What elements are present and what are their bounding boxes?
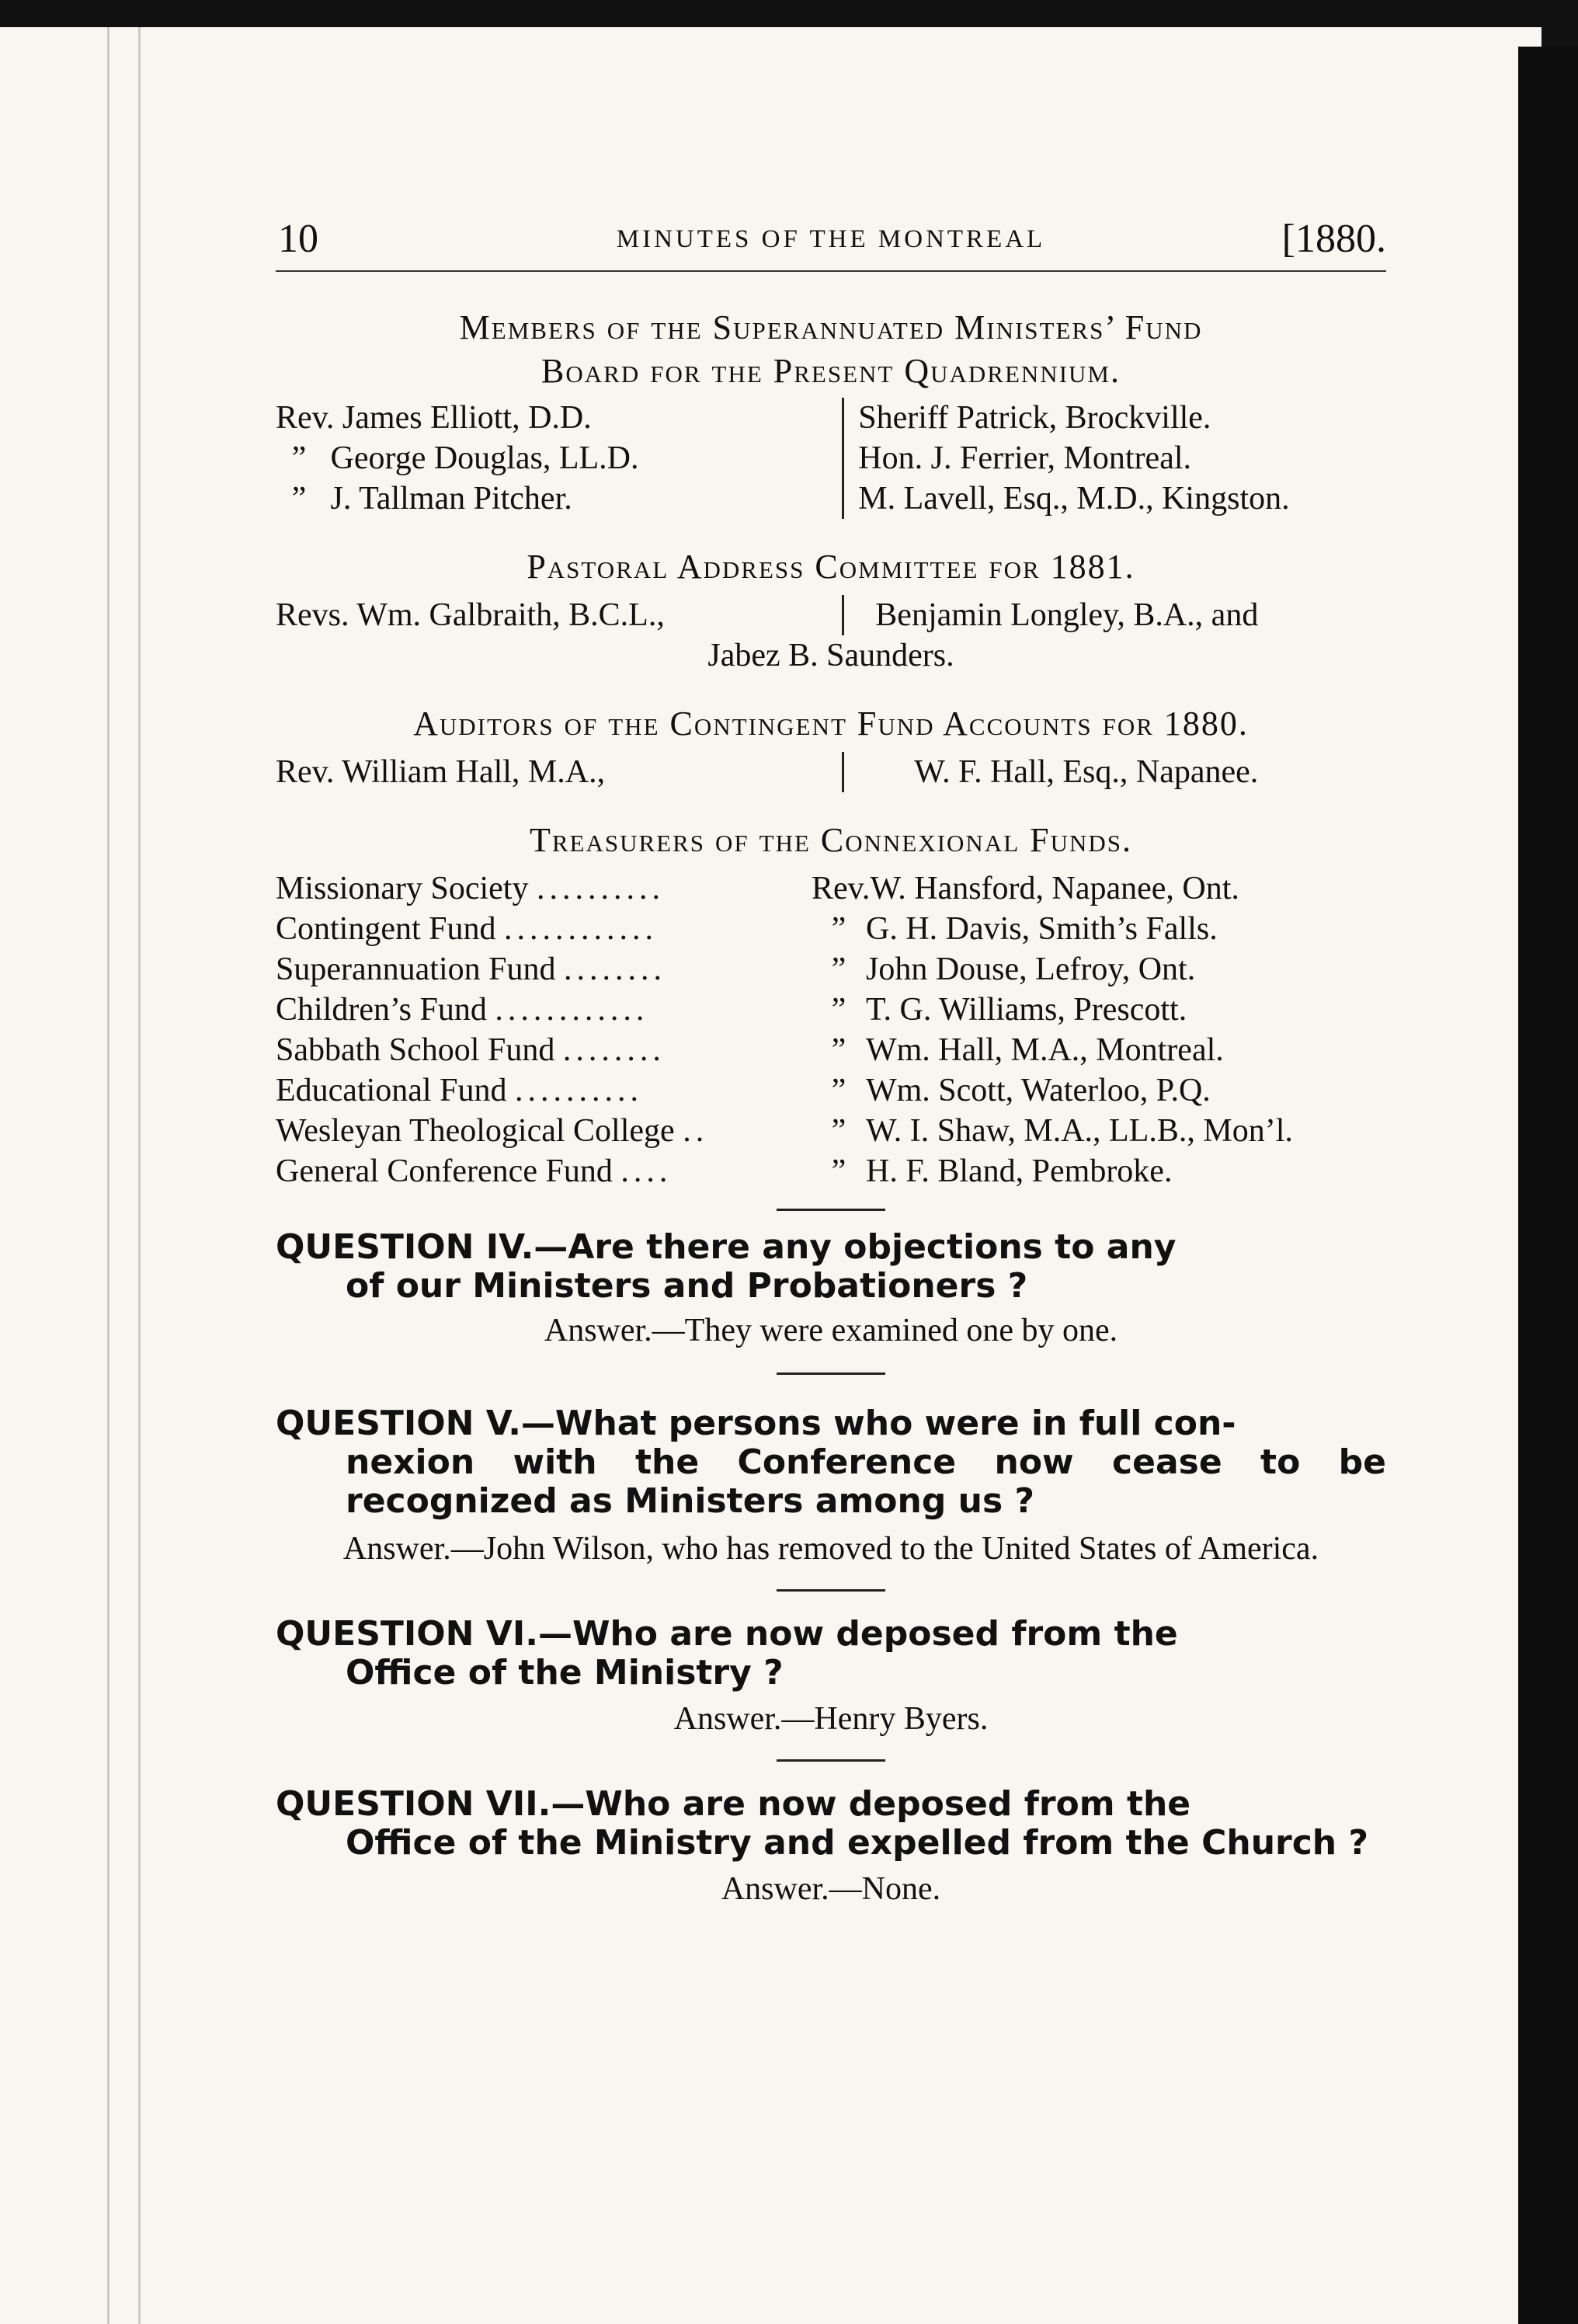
page-stack-edge	[107, 27, 109, 2324]
ditto-mark: ”	[291, 481, 307, 517]
treasurer-name: W. Hansford, Napanee, Ont.	[870, 871, 1239, 906]
question-line: QUESTION V.—What persons who were in full con-	[276, 1404, 1236, 1443]
dot-leader: ............	[504, 911, 659, 947]
member-left: J. Tallman Pitcher.	[330, 481, 572, 517]
header-rule	[276, 270, 1386, 272]
treasurer-row	[276, 990, 1386, 1030]
section-divider	[777, 1589, 885, 1592]
ditto-mark: ”	[831, 911, 846, 947]
member-left: George Douglas, LL.D.	[330, 440, 639, 476]
fund-name: Superannuation Fund	[276, 952, 556, 987]
pastoral-line-1	[276, 595, 1386, 635]
member-right: Hon. J. Ferrier, Montreal.	[858, 440, 1192, 476]
question-continuation: of our Ministers and Probationers ?	[346, 1266, 1028, 1306]
superannuated-heading-2: Board for the Present Quadrennium.	[541, 352, 1121, 390]
running-title: MINUTES OF THE MONTREAL	[616, 225, 1046, 253]
fund-name: Missionary Society	[276, 871, 529, 906]
member-right: M. Lavell, Esq., M.D., Kingston.	[858, 481, 1290, 517]
fund-name: Sabbath School Fund	[276, 1032, 555, 1068]
member-left-row	[276, 438, 842, 478]
page-number: 10	[278, 217, 318, 261]
treasurer-name: H. F. Bland, Pembroke.	[866, 1153, 1173, 1189]
member-left: Rev. James Elliott, D.D.	[276, 400, 592, 436]
fund-cell	[276, 909, 812, 949]
treasurers-heading: Treasurers of the Connexional Funds.	[529, 821, 1133, 859]
auditor-left: Rev. William Hall, M.A.,	[276, 754, 606, 790]
running-year: [1880.	[1281, 217, 1386, 261]
question-4	[276, 1228, 1386, 1351]
dot-leader: ....	[620, 1153, 673, 1189]
superannuated-members	[276, 398, 1386, 519]
fund-cell	[276, 949, 812, 990]
page-edge-shadow	[1518, 47, 1578, 2324]
question-continuation: Office of the Ministry and expelled from the Church ?	[346, 1823, 1368, 1863]
dot-leader: ........	[563, 952, 666, 987]
ditto-mark: Rev.	[812, 871, 871, 906]
treasurer-name: Wm. Hall, M.A., Montreal.	[866, 1032, 1224, 1068]
question-text	[276, 1785, 1386, 1863]
question-6	[276, 1615, 1386, 1739]
treasurer-row	[276, 909, 1386, 949]
members-right-column	[842, 398, 1386, 519]
question-continuation: Office of the Ministry ?	[346, 1653, 784, 1693]
question-text	[276, 1404, 1386, 1521]
ditto-mark: ”	[831, 1153, 846, 1189]
ditto-mark: ”	[831, 992, 846, 1028]
treasurer-row	[276, 1111, 1386, 1151]
section-divider	[777, 1209, 885, 1211]
ditto-mark: ”	[831, 1032, 846, 1068]
dot-leader: ........	[562, 1032, 666, 1068]
pastoral-right: Benjamin Longley, B.A., and	[842, 595, 1386, 635]
treasurer-row	[276, 1151, 1386, 1192]
fund-name: Children’s Fund	[276, 992, 487, 1028]
answer-text: Answer.—None.	[721, 1871, 941, 1907]
auditors-section	[276, 702, 1386, 792]
ditto-mark: ”	[831, 952, 846, 987]
superannuated-heading-1: Members of the Superannuated Ministers’ Fund	[459, 308, 1203, 346]
dot-leader: ............	[495, 992, 649, 1028]
fund-cell	[276, 868, 812, 909]
fund-cell	[276, 990, 812, 1030]
pastoral-line-2: Jabez B. Saunders.	[707, 638, 954, 673]
section-divider	[777, 1759, 885, 1762]
fund-name: Educational Fund	[276, 1073, 507, 1108]
question-5	[276, 1404, 1386, 1569]
treasurer-name: W. I. Shaw, M.A., LL.B., Mon’l.	[866, 1113, 1293, 1149]
superannuated-section	[276, 306, 1386, 519]
pastoral-left: Revs. Wm. Galbraith, B.C.L.,	[276, 597, 665, 633]
question-continuation: nexion with the Conference now cease to be recognized as Ministers among us ?	[346, 1442, 1386, 1521]
fund-cell	[276, 1151, 812, 1192]
question-text	[276, 1228, 1386, 1306]
treasurer-row	[276, 949, 1386, 990]
dot-leader: ..........	[514, 1073, 643, 1108]
member-left-row	[276, 478, 842, 519]
treasurer-name: John Douse, Lefroy, Ont.	[866, 952, 1196, 987]
pastoral-section	[276, 545, 1386, 676]
ditto-mark: ”	[831, 1073, 846, 1108]
treasurer-row	[276, 1070, 1386, 1111]
question-line: QUESTION IV.—Are there any objections to any	[276, 1227, 1177, 1267]
fund-cell	[276, 1070, 812, 1111]
members-left-column	[276, 398, 842, 519]
fund-name: Wesleyan Theological College	[276, 1113, 675, 1149]
page-content	[276, 210, 1386, 1909]
auditors-line	[276, 752, 1386, 792]
fund-name: Contingent Fund	[276, 911, 496, 947]
member-right: Sheriff Patrick, Brockville.	[858, 400, 1211, 436]
ditto-mark: ”	[291, 440, 307, 476]
treasurer-row	[276, 868, 1386, 909]
page-stack-edge	[138, 27, 141, 2324]
ditto-mark: ”	[831, 1113, 846, 1149]
section-divider	[777, 1372, 885, 1375]
question-line: QUESTION VII.—Who are now deposed from the	[276, 1784, 1191, 1824]
treasurer-name: T. G. Williams, Prescott.	[866, 992, 1187, 1028]
treasurers-section	[276, 819, 1386, 1192]
auditor-right: W. F. Hall, Esq., Napanee.	[842, 752, 1386, 792]
answer-text: Answer.—They were examined one by one.	[544, 1313, 1118, 1348]
treasurer-name: G. H. Davis, Smith’s Falls.	[866, 911, 1218, 947]
dot-leader: ..........	[536, 871, 665, 906]
pastoral-heading: Pastoral Address Committee for 1881.	[527, 548, 1135, 586]
treasurer-row	[276, 1030, 1386, 1070]
treasurer-list	[276, 868, 1386, 1192]
answer-text: Answer.—John Wilson, who has removed to the United States of America.	[342, 1531, 1319, 1567]
dot-leader: ..	[683, 1113, 709, 1149]
fund-cell	[276, 1111, 812, 1151]
question-7	[276, 1785, 1386, 1909]
question-line: QUESTION VI.—Who are now deposed from the	[276, 1614, 1178, 1654]
question-text	[276, 1615, 1386, 1693]
fund-cell	[276, 1030, 812, 1070]
fund-name: General Conference Fund	[276, 1153, 613, 1189]
treasurer-name: Wm. Scott, Waterloo, P.Q.	[866, 1073, 1211, 1108]
auditors-heading: Auditors of the Contingent Fund Accounts for 1880.	[413, 705, 1249, 743]
running-head	[276, 210, 1386, 264]
answer-text: Answer.—Henry Byers.	[673, 1701, 989, 1737]
